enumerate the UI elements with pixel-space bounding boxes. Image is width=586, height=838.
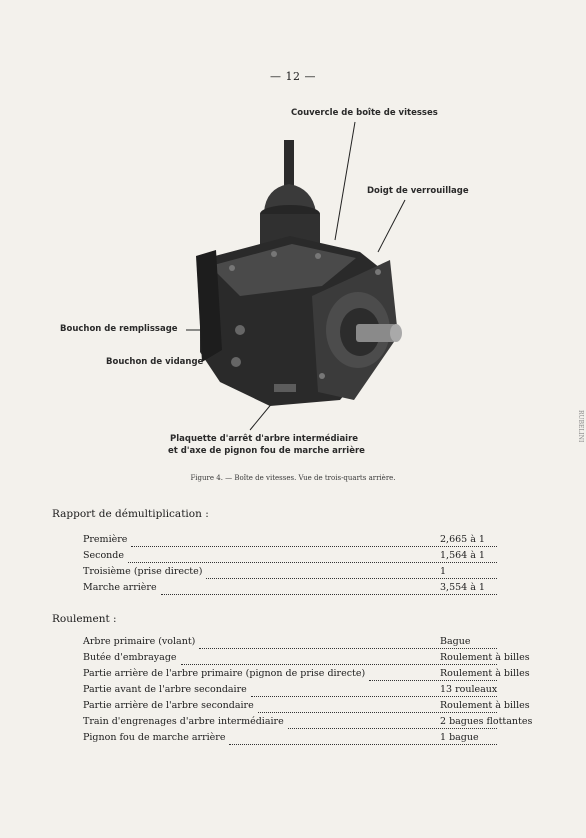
ratio-value: 3,554 à 1 — [440, 582, 485, 593]
callout-cover: Couvercle de boîte de vitesses — [291, 108, 438, 118]
bearings-title: Roulement : — [52, 613, 117, 625]
callout-lock-finger: Doigt de verrouillage — [367, 186, 469, 196]
bearing-value: 2 bagues flottantes — [440, 716, 533, 727]
ratio-label: Seconde — [83, 550, 124, 561]
bearing-label: Partie avant de l'arbre secondaire — [83, 684, 247, 695]
bearing-label: Partie arrière de l'arbre secondaire — [83, 700, 254, 711]
gearbox-figure — [60, 100, 530, 470]
bearing-label: Partie arrière de l'arbre primaire (pignon de prise directe) — [83, 668, 366, 679]
gearbox-photo — [60, 100, 530, 470]
ratio-label: Marche arrière — [83, 582, 157, 593]
ratio-value: 1,564 à 1 — [440, 550, 485, 561]
callout-plate-line2: et d'axe de pignon fou de marche arrière — [168, 446, 365, 456]
bearing-value: Roulement à billes — [440, 668, 530, 679]
bearing-value: 1 bague — [440, 732, 479, 743]
callout-plate-line1: Plaquette d'arrêt d'arbre intermédiaire — [170, 434, 359, 444]
ratios-title: Rapport de démultiplication : — [52, 508, 209, 520]
bearing-value: 13 rouleaux — [440, 684, 498, 695]
bearing-value: Roulement à billes — [440, 700, 530, 711]
bearing-value: Bague — [440, 636, 471, 647]
margin-mark: RUBELINI — [577, 410, 584, 443]
ratio-label: Première — [83, 534, 128, 545]
ratio-value: 1 — [440, 566, 447, 577]
callout-fill-plug: Bouchon de remplissage — [60, 324, 178, 334]
ratio-value: 2,665 à 1 — [440, 534, 485, 545]
callout-drain-plug: Bouchon de vidange — [106, 357, 204, 367]
bearing-label: Pignon fou de marche arrière — [83, 732, 226, 743]
bearing-value: Roulement à billes — [440, 652, 530, 663]
ratio-label: Troisième (prise directe) — [83, 566, 203, 577]
bearing-label: Train d'engrenages d'arbre intermédiaire — [83, 716, 284, 727]
bearing-label: Butée d'embrayage — [83, 652, 177, 663]
bearing-label: Arbre primaire (volant) — [83, 636, 196, 647]
page-number: — 12 — — [270, 70, 316, 83]
figure-caption: Figure 4. — Boîte de vitesses. Vue de trois-quarts arrière. — [190, 474, 396, 482]
